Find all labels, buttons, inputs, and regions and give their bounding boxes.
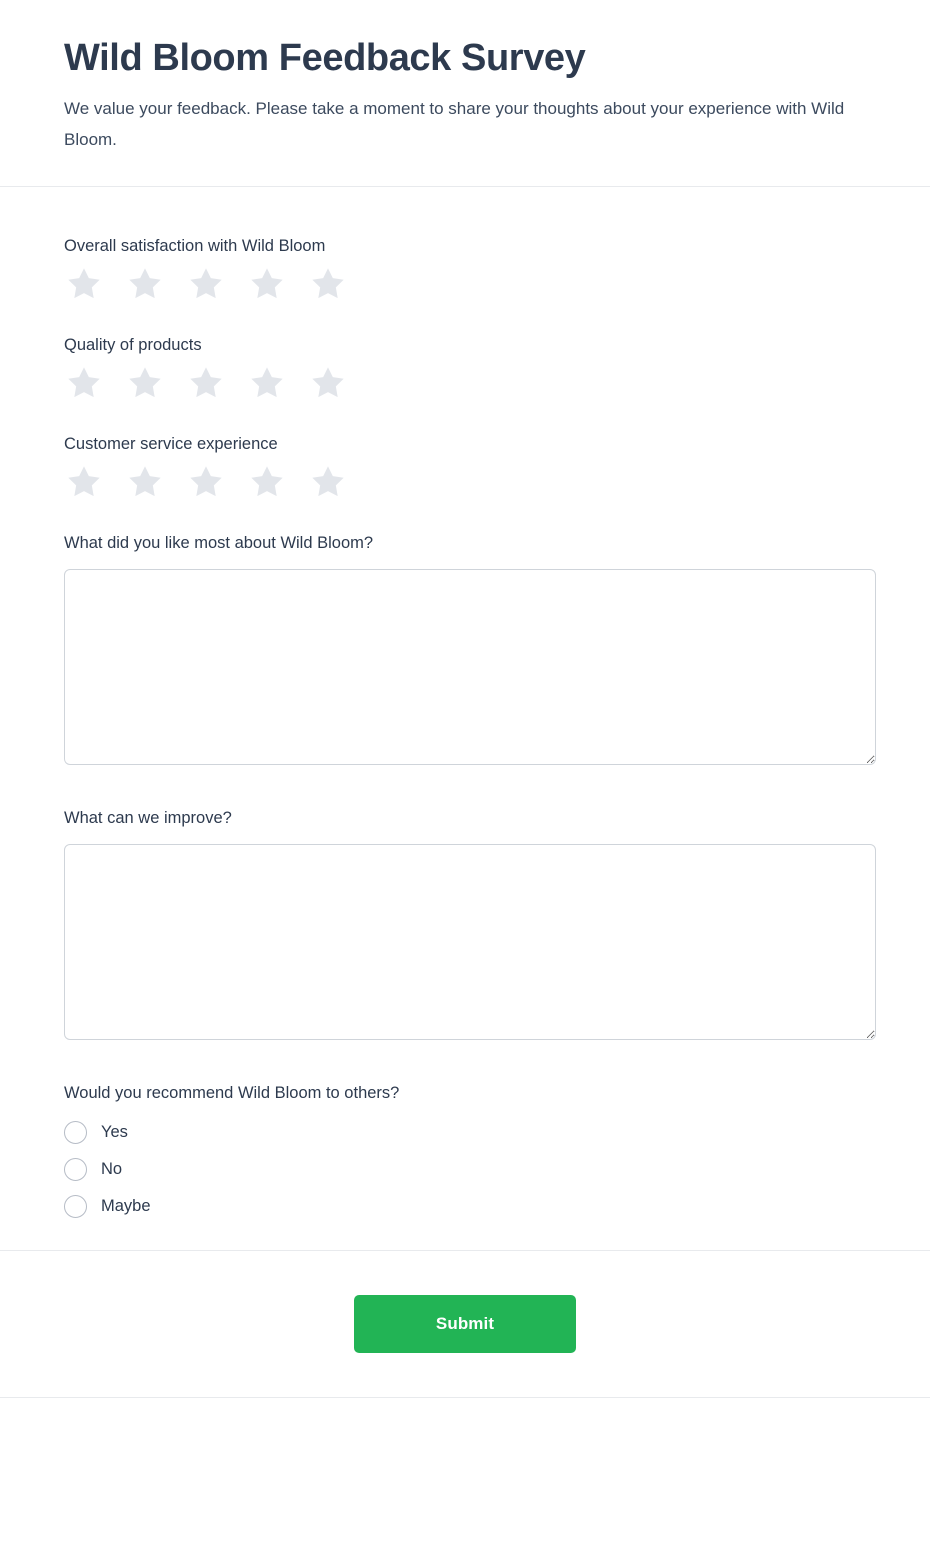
star-icon[interactable]	[308, 264, 348, 304]
survey-form	[0, 187, 930, 1219]
star-icon[interactable]	[64, 264, 104, 304]
star-icon[interactable]	[186, 363, 226, 403]
radio-circle-icon[interactable]	[64, 1121, 87, 1144]
page-title: Wild Bloom Feedback Survey	[64, 37, 586, 79]
text-field-liked-most	[64, 532, 866, 765]
field-label: Would you recommend Wild Bloom to others?	[64, 1084, 400, 1103]
star-icon[interactable]	[247, 363, 287, 403]
rating-field-customer-service	[64, 433, 866, 502]
survey-header	[0, 0, 930, 187]
field-label: What did you like most about Wild Bloom?	[64, 533, 374, 552]
field-label: Customer service experience	[64, 434, 278, 453]
field-label: Overall satisfaction with Wild Bloom	[64, 236, 326, 255]
radio-option-label: Maybe	[101, 1197, 151, 1216]
survey-footer	[0, 1250, 930, 1397]
field-label: Quality of products	[64, 335, 202, 354]
radio-option-maybe[interactable]	[64, 1195, 866, 1218]
rating-field-quality-of-products	[64, 334, 866, 403]
submit-button[interactable]: Submit	[354, 1295, 576, 1353]
star-rating-group[interactable]	[64, 462, 866, 502]
star-icon[interactable]	[186, 462, 226, 502]
radio-field-recommend	[64, 1082, 866, 1218]
text-field-improve	[64, 807, 866, 1040]
star-rating-group[interactable]	[64, 363, 866, 403]
radio-circle-icon[interactable]	[64, 1158, 87, 1181]
star-icon[interactable]	[308, 363, 348, 403]
rating-field-overall-satisfaction	[64, 235, 866, 304]
star-icon[interactable]	[247, 462, 287, 502]
liked-most-textarea[interactable]	[64, 569, 876, 765]
star-icon[interactable]	[125, 363, 165, 403]
star-icon[interactable]	[64, 462, 104, 502]
star-icon[interactable]	[247, 264, 287, 304]
radio-option-label: Yes	[101, 1123, 128, 1142]
radio-option-yes[interactable]	[64, 1121, 866, 1144]
radio-circle-icon[interactable]	[64, 1195, 87, 1218]
star-icon[interactable]	[125, 264, 165, 304]
radio-option-no[interactable]	[64, 1158, 866, 1181]
star-icon[interactable]	[125, 462, 165, 502]
star-icon[interactable]	[64, 363, 104, 403]
star-icon[interactable]	[186, 264, 226, 304]
page-subtitle: We value your feedback. Please take a moment to share your thoughts about your experience with Wild Bloom.	[64, 98, 845, 150]
star-rating-group[interactable]	[64, 264, 866, 304]
footer-divider	[0, 1397, 930, 1398]
improve-textarea[interactable]	[64, 844, 876, 1040]
radio-option-label: No	[101, 1160, 123, 1179]
star-icon[interactable]	[308, 462, 348, 502]
field-label: What can we improve?	[64, 809, 232, 828]
